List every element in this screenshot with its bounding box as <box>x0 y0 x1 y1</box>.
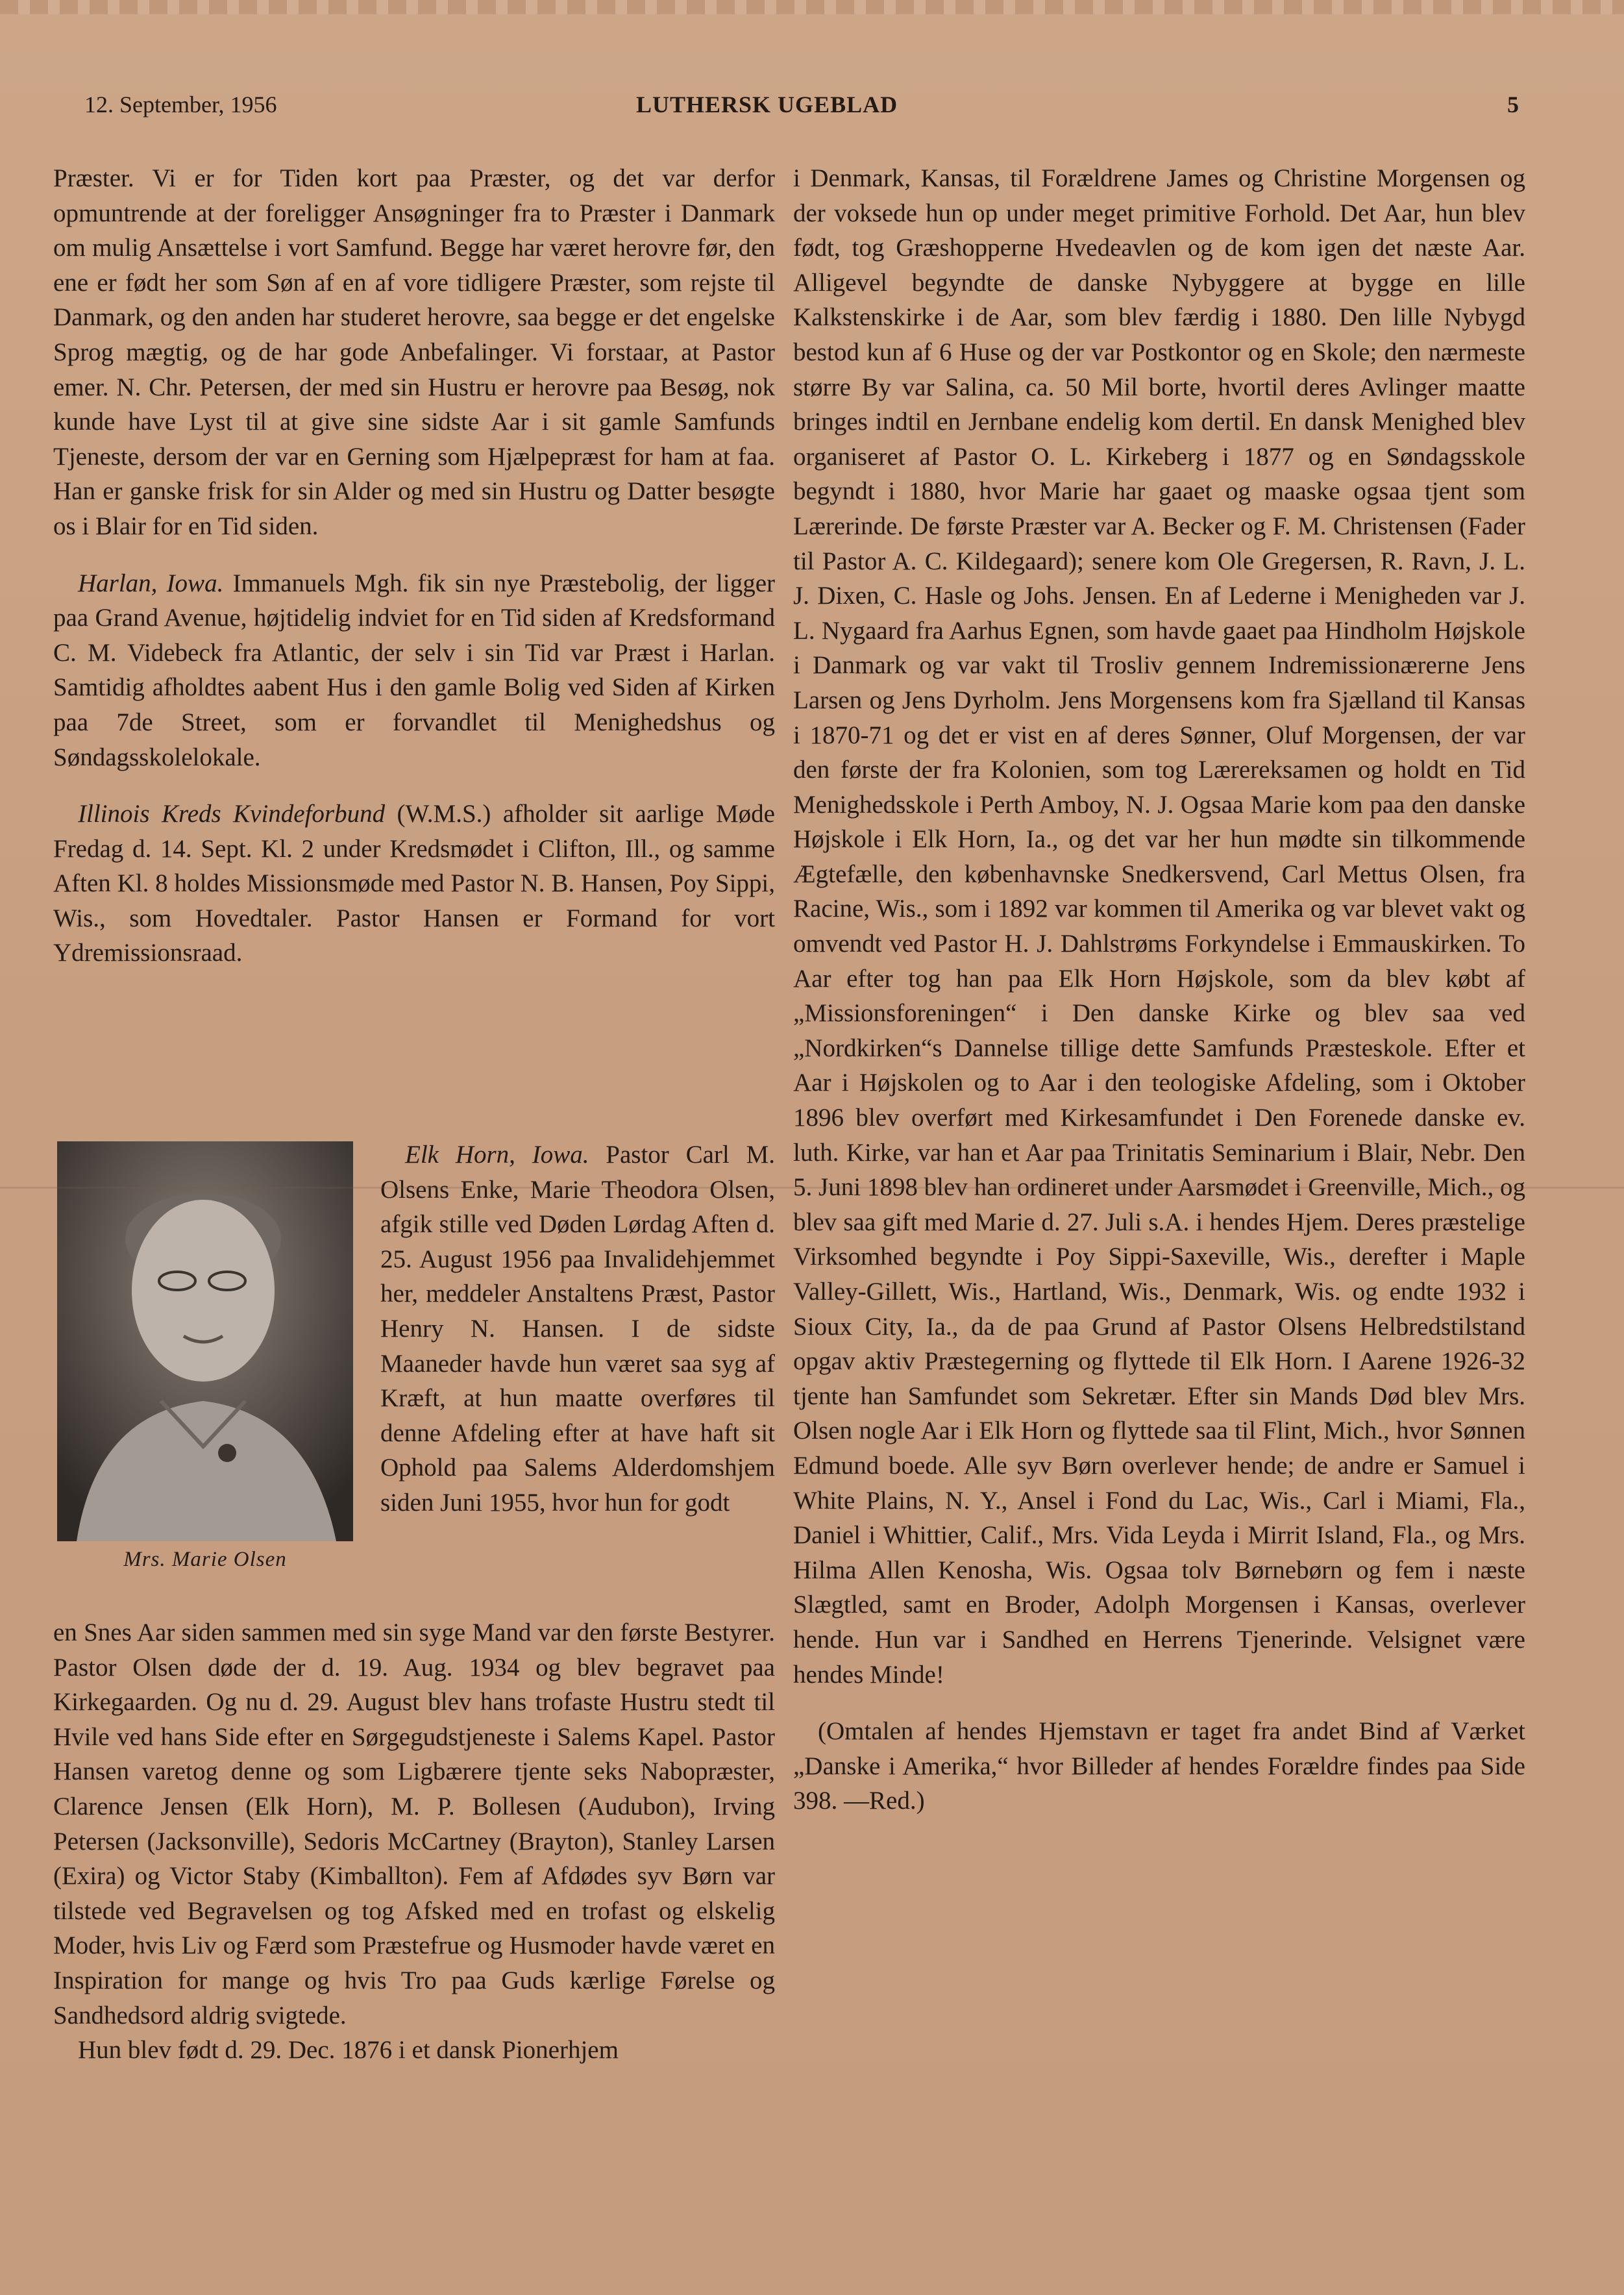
perforated-top-edge <box>0 0 1624 14</box>
right-column <box>793 161 1525 1818</box>
text-elk-horn-start: Pastor Carl M. Olsens Enke, Marie Theodora Olsen, afgik stille ved Døden Lørdag Aften d. 25. August 1956 paa Invalidehjemmet her, meddeler Anstaltens Præst, Pastor Henry N. Hansen. I de sidste Maaneder havde hun været saa syg af Kræft, at hun maatte overføres til denne Afdeling efter at have haft sit Ophold paa Salems Alderdomshjem siden Juni 1955, hvor hun for godt <box>380 1141 776 1517</box>
paragraph-editor-note: (Omtalen af hendes Hjemstavn er taget fra andet Bind af Værket „Danske i Amerika,“ hvor Billeder af hendes Forældre findes paa Side 398. —Red.) <box>793 1717 1525 1815</box>
place-elk-horn: Elk Horn, Iowa. <box>405 1141 589 1169</box>
paragraph-elk-horn <box>380 1137 775 1520</box>
text-illinois: (W.M.S.) afholder sit aarlige Møde Fredag d. 14. Sept. Kl. 2 under Kredsmødet i Clifton, Ill., og samme Aften Kl. 8 holdes Missionsmøde med Pastor N. B. Hansen, Poy Sippi, Wis., som Hovedtaler. Pastor Hansen er Formand for vort Ydremissionsraad. <box>53 800 775 967</box>
paragraph-biography: i Denmark, Kansas, til Forældrene James og Christine Morgensen og der voksede hun op under meget primitive Forhold. Det Aar, hun blev født, tog Græshopperne Hvedeavlen og de kom igen det næste Aar. Alligevel begyndte de danske Nybyggere at bygge en lille Kalkstenskirke i de Aar, som blev færdig i 1880. Den lille Nybygd bestod kun af 6 Huse og der var Postkontor og en Skole; den nærmeste større By var Salina, ca. 50 Mil borte, hvortil deres Avlinger maatte bringes indtil en Jernbane endelig kom dertil. En dansk Menighed blev organiseret af Pastor O. L. Kirkeberg i 1877 og en Søndagsskole begyndt i 1880, hvor Marie har gaaet og maaske ogsaa tjent som Lærerinde. De første Præster var A. Becker og F. M. Christensen (Fader til Pastor A. C. Kildegaard); senere kom Ole Gregersen, R. Ravn, J. L. J. Dixen, C. Hasle og Johs. Jensen. En af Lederne i Menigheden var J. L. Nygaard fra Aarhus Egnen, som havde gaaet paa Hindholm Højskole i Danmark og var vakt til Trosliv gennem Indremissionærerne Jens Larsen og Jens Dyrholm. Jens Morgensens kom fra Sjælland til Kansas i 1870-71 og det er vist en af deres Sønner, Oluf Morgensen, der var den første der fra Kolonien, som tog Lærereksamen og holdt en Tid Menighedsskole i Perth Amboy, N. J. Ogsaa Marie kom paa den danske Højskole i Elk Horn, Ia., og det var her hun mødte sin tilkommende Ægtefælle, den københavnske Snedkersvend, Carl Mettus Olsen, fra Racine, Wis., som i 1892 var kommen til Amerika og var blevet vakt og omvendt ved Pastor H. J. Dahlstrøms Forkyndelse i Emmauskirken. To Aar efter tog han paa Elk Horn Højskole, som da blev købt af „Missionsforeningen“ i Den danske Kirke og blev saa ved „Nordkirken“s Dannelse tillige dette Samfunds Præsteskole. Efter et Aar i Højskolen og to Aar i den teologiske Afdeling, som i Oktober 1896 blev overført med Kirkesamfundet i Den Forenede danske ev. luth. Kirke, var han et Aar paa Trinitatis Seminarium i Blair, Nebr. Den 5. Juni 1898 blev han ordineret under Aarsmødet i Greenville, Mich., og blev saa gift med Marie d. 27. Juli s.A. i hendes Hjem. Deres præstelige Virksomhed begyndte i Poy Sippi-Saxeville, Wis., derefter i Maple Valley-Gillett, Wis., Hartland, Wis., Denmark, Wis. og endte 1932 i Sioux City, Ia., da de paa Grund af Pastor Olsens Helbredstilstand opgav aktiv Præstegerning og flyttede til Elk Horn. I Aarene 1926-32 tjente han Samfundet som Sekretær. Efter sin Mands Død blev Mrs. Olsen nogle Aar i Elk Horn og flyttede saa til Flint, Mich., hvor Sønnen Edmund boede. Alle syv Børn overlever hende; de andre er Samuel i White Plains, N. Y., Ansel i Fond du Lac, Wis., Carl i Miami, Fla., Daniel i Whittier, Calif., Mrs. Vida Leyda i Mirrit Island, Fla., og Mrs. Hilma Allen Kenosha, Wis. Ogsaa tolv Børnebørn og fem i næste Slægtled, samt en Broder, Adolph Morgensen i Kansas, overlever hende. Hun var i Sandhed en Herrens Tjenerinde. Velsignet være hendes Minde! <box>793 164 1525 1689</box>
place-illinois: Illinois Kreds Kvindeforbund <box>78 800 386 828</box>
paragraph-harlan <box>53 566 775 775</box>
left-column-beside-photo <box>380 1137 775 1520</box>
paper-fold-line <box>0 1187 1624 1189</box>
text-harlan: Immanuels Mgh. fik sin nye Præstebolig, der ligger paa Grand Avenue, højtidelig indviet for en Tid siden af Kredsformand C. M. Videbeck fra Atlantic, der selv i sin Tid var Præst i Harlan. Samtidig afholdtes aabent Hus i den gamle Bolig ved Siden af Kirken paa 7de Street, som er forvandlet til Menighedshus og Søndagsskolelokale. <box>53 569 775 771</box>
paragraph-illinois <box>53 797 775 971</box>
publication-title: LUTHERSK UGEBLAD <box>636 92 898 118</box>
issue-date: 12. September, 1956 <box>84 92 277 118</box>
place-harlan: Harlan, Iowa. <box>78 569 224 597</box>
paragraph-born: Hun blev født d. 29. Dec. 1876 i et dansk Pionerhjem <box>78 2036 619 2065</box>
paragraph-elk-horn-cont: en Snes Aar siden sammen med sin syge Mand var den første Bestyrer. Pastor Olsen døde der d. 19. Aug. 1934 og blev begravet paa Kirkegaarden. Og nu d. 29. August blev hans trofaste Hustru stedt til Hvile ved hans Side efter en Sørgegudstjeneste i Salems Kapel. Pastor Hansen varetog denne og som Ligbærere tjente seks Nabopræster, Clarence Jensen (Elk Horn), M. P. Bollesen (Audubon), Irving Petersen (Jacksonville), Sedoris McCartney (Brayton), Stanley Larsen (Exira) og Victor Staby (Kimballton). Fem af Afdødes syv Børn var tilstede ved Begravelsen og tog Afsked med en trofast og elskelig Moder, hvis Liv og Færd som Præstefrue og Husmoder havde været en Inspiration for mange og hvis Tro paa Guds kærlige Førelse og Sandhedsord aldrig svigtede. <box>53 1619 775 2029</box>
left-column-upper <box>53 161 775 971</box>
page-header <box>84 91 1519 130</box>
paragraph-pastors: Præster. Vi er for Tiden kort paa Præster, og det var derfor opmuntrende at der foreligger Ansøgninger fra to Præster i Danmark om mulig Ansættelse i vort Samfund. Begge har været herovre før, den ene er født her som Søn af en af vore tidligere Præster, som rejste til Danmark, og den anden har studeret herovre, saa begge er det engelske Sprog mægtig, og de har gode Anbefalinger. Vi forstaar, at Pastor emer. N. Chr. Petersen, der med sin Hustru er herovre paa Besøg, nok kunde have Lyst til at give sine sidste Aar i sit gamle Samfunds Tjeneste, dersom der var en Gerning som Hjælpepræst for ham at faa. Han er ganske frisk for sin Alder og med sin Hustru og Datter besøgte os i Blair for en Tid siden. <box>53 164 775 540</box>
page-number: 5 <box>1507 92 1519 118</box>
left-column-lower <box>53 1615 775 2068</box>
portrait-figure <box>57 1141 353 1583</box>
portrait-photo <box>57 1141 353 1541</box>
portrait-caption: Mrs. Marie Olsen <box>123 1548 287 1571</box>
